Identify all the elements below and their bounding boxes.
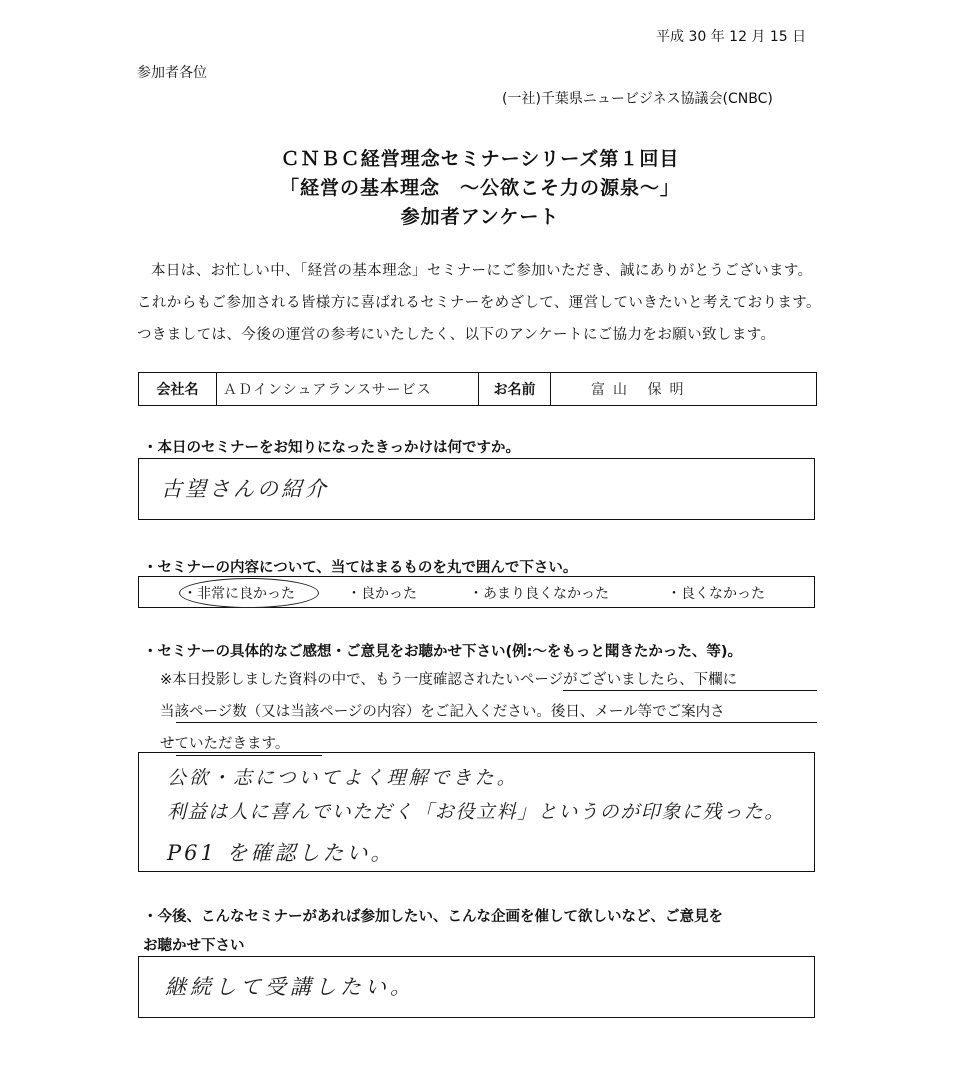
option-very-good[interactable]: ・非常に良かった bbox=[183, 586, 295, 602]
name-label: お名前 bbox=[479, 373, 551, 405]
company-label: 会社名 bbox=[139, 373, 217, 405]
note-underline-1 bbox=[563, 690, 817, 691]
document-date: 平成 30 年 12 月 15 日 bbox=[656, 29, 807, 45]
answer-3-line-1: 公欲・志についてよく理解できた。 bbox=[167, 767, 519, 789]
option-not-very-good[interactable]: ・あまり良くなかった bbox=[469, 586, 609, 602]
answer-box-4[interactable] bbox=[138, 956, 815, 1018]
addressee: 参加者各位 bbox=[137, 65, 207, 81]
question-1: ・本日のセミナーをお知りになったきっかけは何ですか。 bbox=[143, 440, 520, 456]
answer-3-line-2: 利益は人に喜んでいただく「お役立料」というのが印象に残った。 bbox=[167, 801, 786, 823]
title-line-2: 「経営の基本理念 ～公欲こそ力の源泉～」 bbox=[279, 177, 680, 199]
intro-paragraph: 本日は、お忙しい中、「経営の基本理念」セミナーにご参加いただき、誠にありがとうございます。これからもご参加される皆様方に喜ばれるセミナーをめざして、運営していきたいと考えております。つきましては、今後の運営の参考にいたしたく、以下のアンケートにご協力をお願い致します。 bbox=[137, 263, 821, 343]
organization-name: (一社)千葉県ニュービジネス協議会(CNBC) bbox=[502, 91, 773, 107]
title-line-3: 参加者アンケート bbox=[400, 206, 560, 228]
answer-box-3[interactable] bbox=[138, 752, 815, 872]
option-not-good[interactable]: ・良くなかった bbox=[667, 586, 765, 602]
rating-options bbox=[138, 576, 815, 608]
note-line-3: せていただきます。 bbox=[160, 736, 290, 752]
question-4-line-1: ・今後、こんなセミナーがあれば参加したい、こんな企画を催して欲しいなど、ご意見を bbox=[143, 909, 723, 925]
question-2: ・セミナーの内容について、当てはまるものを丸で囲んで下さい。 bbox=[143, 560, 578, 576]
option-good[interactable]: ・良かった bbox=[347, 586, 417, 602]
title-line-1: ＣＮＢＣ経営理念セミナーシリーズ第１回目 bbox=[280, 148, 680, 170]
answer-1-text: 古望さんの紹介 bbox=[161, 477, 329, 501]
question-4-line-2: お聴かせ下さい bbox=[143, 938, 245, 954]
answer-4-text: 継続して受講したい。 bbox=[165, 975, 415, 999]
answer-box-1[interactable] bbox=[138, 458, 815, 520]
name-field[interactable]: 富山 保明 bbox=[591, 382, 692, 398]
respondent-table bbox=[138, 372, 817, 406]
note-line-2: 当該ページ数（又は当該ページの内容）をご記入ください。後日、メール等でご案内さ bbox=[160, 704, 725, 720]
answer-3-line-3: P61 を確認したい。 bbox=[167, 841, 395, 865]
company-field[interactable]: ＡＤインシュアランスサービス bbox=[217, 373, 479, 405]
question-3: ・セミナーの具体的なご感想・ご意見をお聴かせ下さい(例:～をもっと聞きたかった、等)。 bbox=[143, 644, 743, 660]
note-line-1: ※本日投影しました資料の中で、もう一度確認されたいページがございましたら、下欄に bbox=[160, 672, 738, 688]
note-underline-2 bbox=[176, 722, 817, 723]
